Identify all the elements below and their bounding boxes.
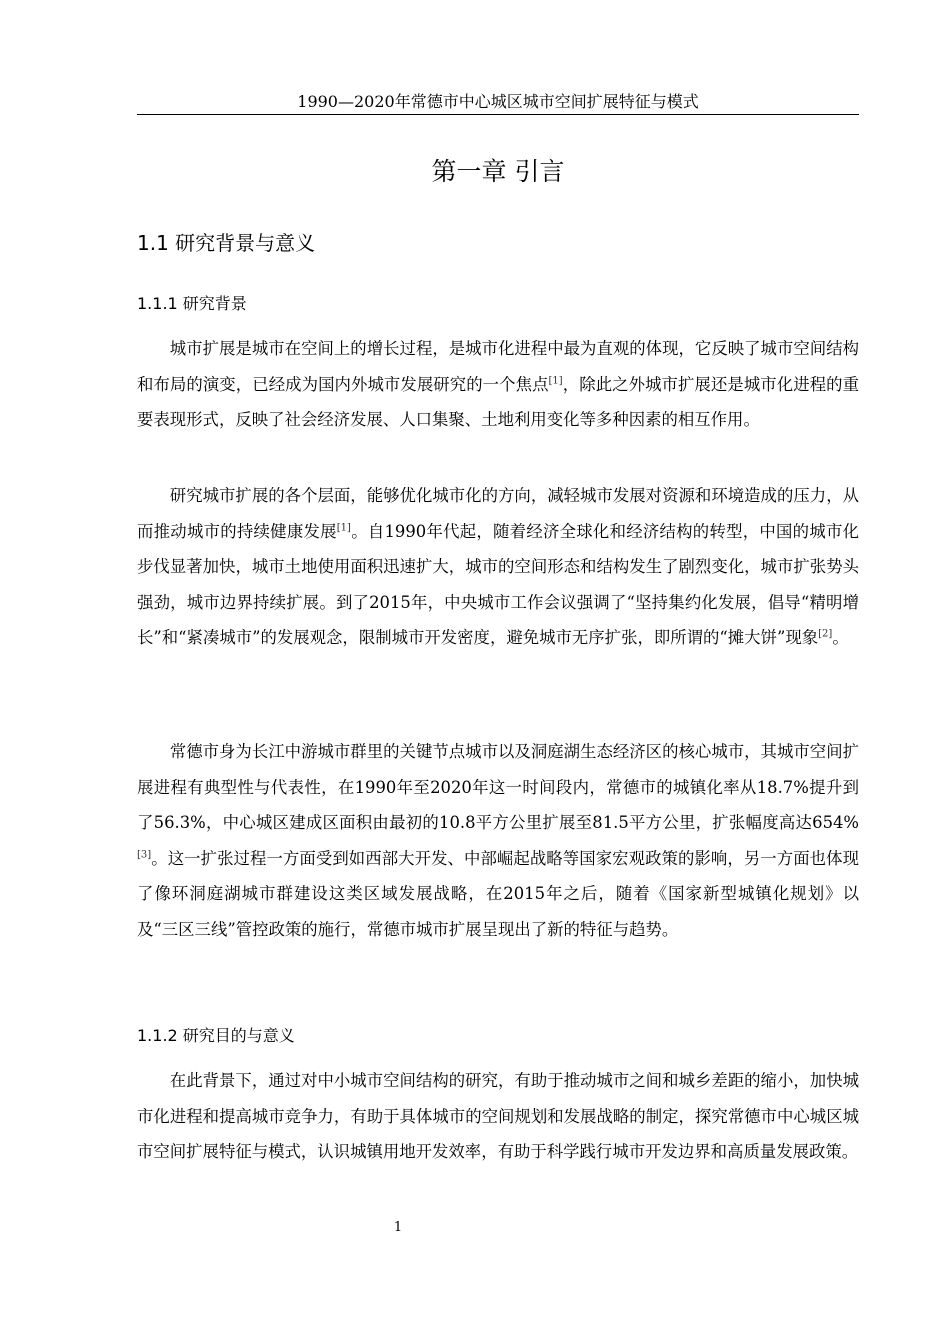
text-run: 城市扩展是城市在空间上的增长过程，是城市化进程中最为直观的体现，它反映了城市空间结构和布局的演变，已经成为国内外城市发展研究的一个焦点 (137, 339, 859, 394)
citation: [3] (137, 849, 152, 861)
text-run: 。 (832, 628, 849, 647)
citation: [1] (548, 375, 563, 387)
header-rule (137, 114, 859, 115)
page-number: 1 (393, 1220, 403, 1235)
text-run: ，除此之外城市扩展还是城市化进程的重要表现形式，反映了社会经济发展、人口集聚、土地利用变化等多种因素的相互作用。 (137, 374, 860, 429)
section-title: 1.1 研究背景与意义 (137, 231, 316, 255)
citation: [2] (818, 628, 833, 640)
subsection-title-1-1-2: 1.1.2 研究目的与意义 (137, 1026, 295, 1045)
text-run: 。自1990年代起，随着经济全球化和经济结构的转型，中国的城市化步伐显著加快，城市土地使用面积迅速扩大，城市的空间形态和结构发生了剧烈变化，城市扩张势头强劲，城市边界持续扩展。到了2015年，中央城市工作会议强调了“坚持集约化发展，倡导“精明增长”和“紧凑城市”的发展观念，限制城市开发密度，避免城市无序扩张，即所谓的“摊大饼”现象 (137, 521, 860, 647)
running-header: 1990—2020年常德市中心城区城市空间扩展特征与模式 (297, 92, 699, 111)
subsection-title-1-1-1: 1.1.1 研究背景 (137, 294, 247, 313)
paragraph-4 (137, 1063, 859, 1170)
text-run: 在此背景下，通过对中小城市空间结构的研究，有助于推动城市之间和城乡差距的缩小，加快城市化进程和提高城市竞争力，有助于具体城市的空间规划和发展战略的制定，探究常德市中心城区城市空间扩展特征与模式，认识城镇用地开发效率，有助于科学践行城市开发边界和高质量发展政策。 (137, 1071, 859, 1161)
text-run: 常德市身为长江中游城市群里的关键节点城市以及洞庭湖生态经济区的核心城市，其城市空间扩展进程有典型性与代表性，在1990年至2020年这一时间段内，常德市的城镇化率从18.7%提升到了56.3%，中心城区建成区面积由最初的10.8平方公里扩展至81.5平方公里，扩张幅度高达654% (137, 742, 859, 832)
citation: [1] (336, 522, 351, 534)
paragraph-1 (137, 331, 859, 438)
text-run: 。这一扩张过程一方面受到如西部大开发、中部崛起战略等国家宏观政策的影响，另一方面也体现了像环洞庭湖城市群建设这类区域发展战略，在2015年之后，随着《国家新型城镇化规划》以及“三区三线”管控政策的施行，常德市城市扩展呈现出了新的特征与趋势。 (137, 848, 859, 939)
text-run: 研究城市扩展的各个层面，能够优化城市化的方向，减轻城市发展对资源和环境造成的压力，从而推动城市的持续健康发展 (137, 486, 859, 541)
paragraph-3 (137, 734, 859, 947)
paragraph-2 (137, 478, 859, 656)
chapter-title: 第一章 引言 (431, 157, 565, 186)
